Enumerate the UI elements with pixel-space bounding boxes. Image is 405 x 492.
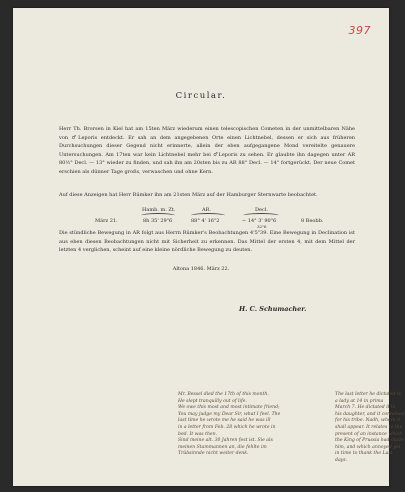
paragraph-discovery: Herr Th. Brorsen in Kiel hat am 15ten März wiederum einen telescopischen Cometen in der unmittelbaren Nähe von ♂Leporis entdeckt. Er sah an dem angegebenen Orte einen Lichtnebel, dessen er sich aus früheren Durchsuchungen dieser Gegend nicht erinnerte, allein der eben aufgegangene Mond vereitelte genauere Untersuchungen. Am 17ten war kein Lichtnebel mehr bei ♂Leporis zu sehen. Er glaubte ihn dagegen unter AR 80½° Decl. — 13° wieder zu finden, und sah ihn am 20sten bis zu AR 88° Decl. — 14° fortgerückt. Der neue Comet erschien als dünner Tage großs, verwaschen und ohne Kern. bbox=[59, 126, 355, 175]
table-observations-count: 8 Beobb. bbox=[301, 218, 324, 224]
note-line: You may judge my Dear Sir, what I feel. The bbox=[178, 411, 281, 417]
table-decl-extra: 32"6 bbox=[257, 224, 267, 229]
note-line: bed. It was then. bbox=[178, 431, 218, 437]
note-line: his daughter, and it contained bbox=[335, 411, 405, 417]
note-line: him, and which annoyed yet bbox=[335, 444, 401, 450]
table-header-decl: Decl. bbox=[255, 207, 268, 213]
note-line: He slept tranquilly out of life. bbox=[178, 398, 247, 404]
note-line: meinen Stammannen an, die fehlte im bbox=[178, 444, 267, 450]
note-line: shall appear. It relates to the bbox=[335, 424, 403, 430]
observation-table bbox=[95, 207, 355, 229]
note-line: a lady at 14 in prima bbox=[335, 398, 384, 404]
note-line: The last letter he dictated to bbox=[335, 392, 402, 397]
note-line: Mr. Bessel died the 17th of this month. bbox=[178, 392, 269, 397]
note-line: for his tribe. Nadh, where it bbox=[335, 418, 401, 424]
note-line: in time to thank the Last bbox=[335, 451, 393, 457]
note-line: the King of Prussia had made bbox=[335, 438, 404, 444]
note-line: March 7. He dictated it to bbox=[335, 405, 396, 411]
handwritten-note-left bbox=[178, 392, 328, 482]
signature: H. C. Schumacher. bbox=[239, 305, 307, 313]
table-decl-value: − 14° 3' 90"6 bbox=[242, 218, 277, 224]
note-line: days. bbox=[335, 457, 348, 463]
table-date: März 21. bbox=[95, 218, 118, 224]
folio-number: 397 bbox=[348, 24, 371, 37]
table-ar-value: 88° 4' 16"2 bbox=[191, 218, 220, 224]
table-header-time: Hamb. m. Zt. bbox=[142, 207, 176, 213]
table-time-value: 8h 35' 29"6 bbox=[143, 218, 173, 224]
page-title: Circular. bbox=[175, 91, 227, 101]
paragraph-motion: Die stündliche Bewegung in AR folgt aus Herrn Rümker's Beobachtungen 4'5"39. Eine Bewegung in Declination ist aus eben diesen Beobachtungen nicht mit Sicherheit zu erkennen. Das Mittel der ersten 4, mit dem Mittel der letzten 4 verglichen, scheint auf eine kleine nördliche Bewegung zu deuten. bbox=[59, 230, 355, 254]
note-line: Trübsinnde nicht weiter denk. bbox=[178, 451, 249, 457]
note-line: present of an instance which bbox=[335, 431, 403, 437]
note-line: in a letter from Feb. 28 which he wrote in bbox=[178, 424, 276, 430]
note-line: last time he wrote me he said he was ill bbox=[178, 418, 271, 424]
table-header-ar: AR. bbox=[202, 207, 211, 213]
note-line: Sind meine alt. 30 Jahren fest ist. Sie als bbox=[178, 438, 273, 444]
handwritten-note-right bbox=[335, 392, 405, 482]
document-sheet bbox=[13, 8, 405, 486]
note-line: We owe this most and most intimate friend; bbox=[178, 405, 280, 411]
paragraph-observation: Auf diese Anzeigen hat Herr Rümker ihn am 21sten März auf der Hamburger Sternwarte beobachtet. bbox=[59, 192, 318, 198]
dateline: Altona 1846. März 22. bbox=[172, 266, 230, 272]
